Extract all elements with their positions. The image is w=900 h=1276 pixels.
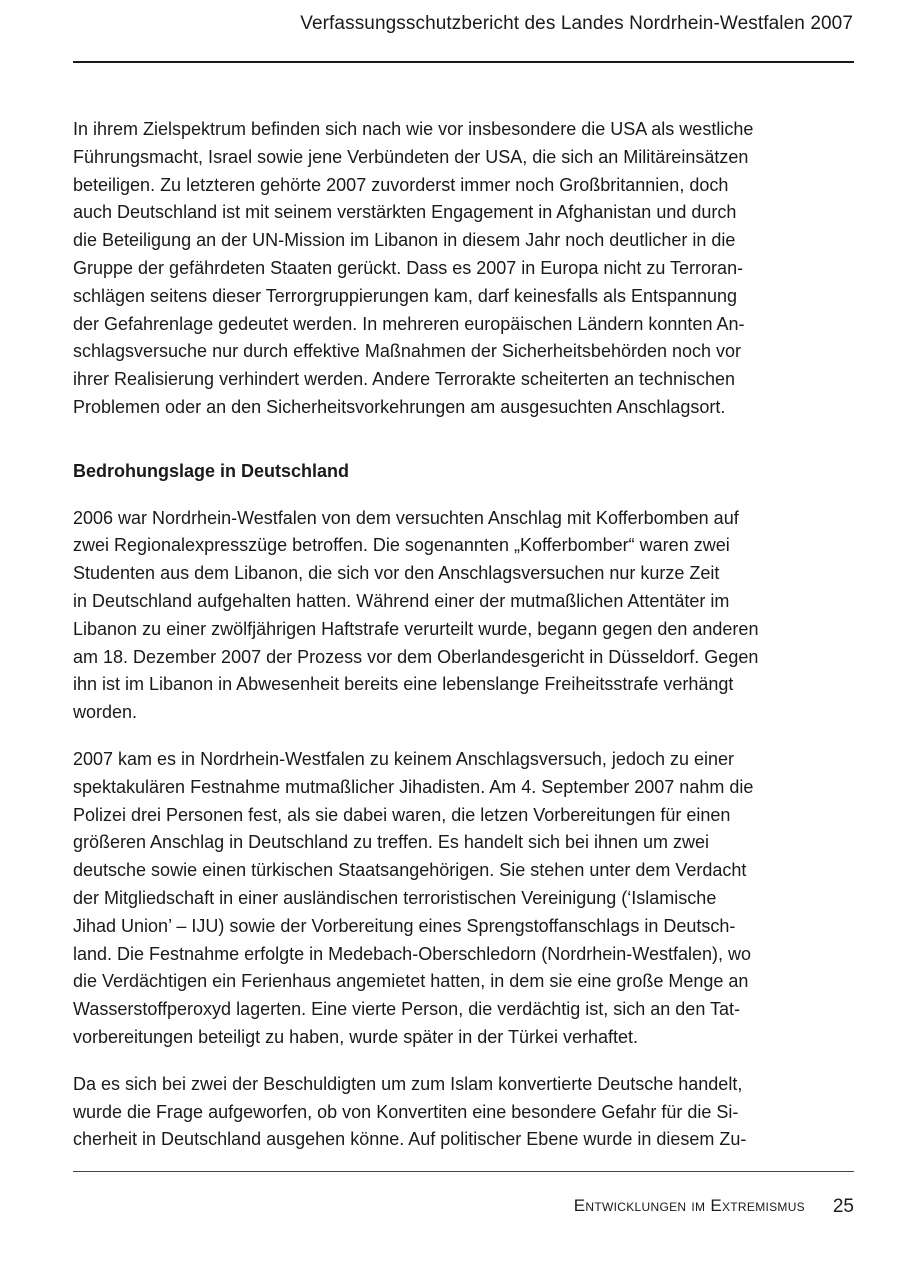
text-line: In ihrem Zielspektrum befinden sich nach wie vor insbesondere die USA als westliche [73, 119, 754, 139]
text-line: Problemen oder an den Sicherheitsvorkehrungen am ausgesuchten Anschlagsort. [73, 396, 726, 417]
text-line: spektakulären Festnahme mutmaßlicher Jihadisten. Am 4. September 2007 nahm die [73, 776, 754, 797]
text-line: beteiligen. Zu letzteren gehörte 2007 zuvorderst immer noch Großbritannien, doch [73, 174, 729, 195]
text-line: Jihad Union’ – IJU) sowie der Vorbereitung eines Sprengstoffanschlags in Deutsch- [73, 915, 736, 936]
running-header: Verfassungsschutzbericht des Landes Nordrhein-Westfalen 2007 [300, 13, 853, 34]
text-line: Führungsmacht, Israel sowie jene Verbündeten der USA, die sich an Militäreinsätzen [73, 146, 749, 167]
text-line: ihn ist im Libanon in Abwesenheit bereits eine lebenslange Freiheitsstrafe verhängt [73, 674, 734, 695]
text-line: der Gefahrenlage gedeutet werden. In mehreren europäischen Ländern konnten An- [73, 313, 745, 334]
page-number: 25 [832, 1196, 854, 1217]
text-line: schlägen seitens dieser Terrorgruppierungen kam, darf keinesfalls als Entspannung [73, 285, 738, 306]
text-line: zwei Regionalexpresszüge betroffen. Die sogenannten „Kofferbomber“ waren zwei [73, 535, 730, 556]
text-line: die Beteiligung an der UN-Mission im Libanon in diesem Jahr noch deutlicher in die [73, 230, 736, 251]
text-line: Da es sich bei zwei der Beschuldigten um zum Islam konvertierte Deutsche handelt, [73, 1073, 743, 1094]
text-line: Studenten aus dem Libanon, die sich vor den Anschlagsversuchen nur kurze Zeit [73, 563, 720, 584]
text-line: der Mitgliedschaft in einer ausländischen terroristischen Vereinigung (‘Islamische [73, 887, 717, 908]
text-line: auch Deutschland ist mit seinem verstärkten Engagement in Afghanistan und durch [73, 202, 737, 223]
text-line: Wasserstoffperoxyd lagerten. Eine vierte Person, die verdächtig ist, sich an den Tat- [73, 999, 741, 1020]
text-line: 2006 war Nordrhein-Westfalen von dem versuchten Anschlag mit Kofferbomben auf [73, 507, 739, 528]
text-line: land. Die Festnahme erfolgte in Medebach-Oberschledorn (Nordrhein-Westfalen), wo [73, 943, 751, 964]
text-line: 2007 kam es in Nordrhein-Westfalen zu keinem Anschlagsversuch, jedoch zu einer [73, 748, 735, 769]
footer-section-title: Entwicklungen im Extremismus [573, 1196, 805, 1215]
text-line: Libanon zu einer zwölfjährigen Haftstrafe verurteilt wurde, begann gegen den anderen [73, 618, 759, 639]
header-rule [73, 61, 854, 63]
page-content [73, 116, 854, 1154]
section-heading: Bedrohungslage in Deutschland [73, 460, 350, 481]
footer-rule [73, 1171, 854, 1172]
paragraph-4 [73, 1071, 854, 1154]
paragraph-1 [73, 116, 854, 422]
text-line: in Deutschland aufgehalten hatten. Während einer der mutmaßlichen Attentäter im [73, 590, 730, 611]
text-line: größeren Anschlag in Deutschland zu treffen. Es handelt sich bei ihnen um zwei [73, 832, 710, 853]
text-line: am 18. Dezember 2007 der Prozess vor dem Oberlandesgericht in Düsseldorf. Gegen [73, 646, 759, 667]
text-line: deutsche sowie einen türkischen Staatsangehörigen. Sie stehen unter dem Verdacht [73, 860, 747, 881]
text-line: Gruppe der gefährdeten Staaten gerückt. Dass es 2007 in Europa nicht zu Terroran- [73, 257, 744, 278]
text-line: cherheit in Deutschland ausgehen könne. Auf politischer Ebene wurde in diesem Zu- [73, 1129, 747, 1150]
text-line: schlagsversuche nur durch effektive Maßnahmen der Sicherheitsbehörden noch vor [73, 341, 742, 362]
paragraph-2 [73, 505, 854, 727]
text-line: wurde die Frage aufgeworfen, ob von Konvertiten eine besondere Gefahr für die Si- [73, 1101, 739, 1122]
text-line: Polizei drei Personen fest, als sie dabei waren, die letzen Vorbereitungen für einen [73, 804, 731, 825]
text-line: die Verdächtigen ein Ferienhaus angemietet hatten, in dem sie eine große Menge an [73, 971, 749, 992]
text-line: worden. [73, 702, 138, 723]
text-line: vorbereitungen beteiligt zu haben, wurde später in der Türkei verhaftet. [73, 1026, 639, 1047]
text-line: ihrer Realisierung verhindert werden. Andere Terrorakte scheiterten an technischen [73, 369, 736, 390]
paragraph-3 [73, 746, 854, 1052]
